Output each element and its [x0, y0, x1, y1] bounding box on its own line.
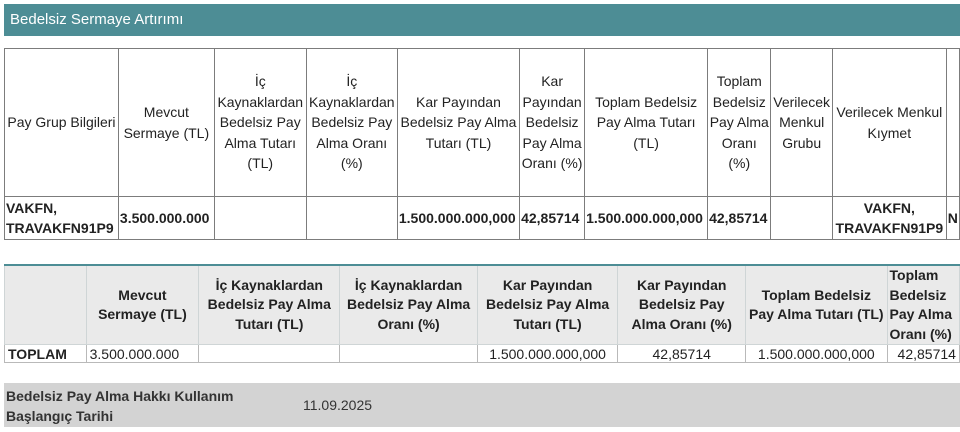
cell-capital: 3.500.000.000 [86, 345, 199, 363]
cell-internal-rate [306, 197, 397, 240]
cell-group: VAKFN, TRAVAKFN91P9 [5, 197, 119, 240]
col-header: Verilecek Menkul Grubu [771, 49, 832, 197]
cell-total-amount: 1.500.000.000,000 [746, 345, 887, 363]
header-row [5, 49, 960, 197]
col-header: Kar Payından Bedelsiz Pay Alma Tutarı (TL) [477, 265, 618, 345]
cell-total-rate: 42,85714 [887, 345, 959, 363]
col-header: İç Kaynaklardan Bedelsiz Pay Alma Oranı (%) [306, 49, 397, 197]
col-header: Verilecek Menkul Kıymet [832, 49, 946, 197]
header-row [5, 265, 960, 345]
section-title: Bedelsiz Sermaye Artırımı [10, 11, 184, 28]
col-header-empty [5, 265, 87, 345]
cell-capital: 3.500.000.000 [118, 197, 214, 240]
share-group-table [4, 48, 960, 240]
cell-security-group [771, 197, 832, 240]
rights-start-row [4, 383, 960, 427]
col-header: Toplam Bedelsiz Pay Alma Oranı (%) [708, 49, 771, 197]
col-header: Mevcut Sermaye (TL) [118, 49, 214, 197]
cell-internal-rate [340, 345, 477, 363]
cell-dividend-amount: 1.500.000.000,000 [477, 345, 618, 363]
cell-dividend-rate: 42,85714 [520, 197, 585, 240]
col-header: Kar Payından Bedelsiz Pay Alma Oranı (%) [520, 49, 585, 197]
col-header-clipped [946, 49, 959, 197]
col-header: Mevcut Sermaye (TL) [86, 265, 199, 345]
col-header: İç Kaynaklardan Bedelsiz Pay Alma Tutarı (TL) [199, 265, 340, 345]
section-header [4, 4, 960, 36]
col-header: Kar Payından Bedelsiz Pay Alma Tutarı (TL) [397, 49, 519, 197]
totals-table [4, 264, 960, 363]
cell-total-rate: 42,85714 [708, 197, 771, 240]
cell-dividend-amount: 1.500.000.000,000 [397, 197, 519, 240]
col-header: Toplam Bedelsiz Pay Alma Oranı (%) [887, 265, 959, 345]
table-row [5, 197, 960, 240]
col-header: Toplam Bedelsiz Pay Alma Tutarı (TL) [746, 265, 887, 345]
row-label: TOPLAM [5, 345, 87, 363]
col-header: Pay Grup Bilgileri [5, 49, 119, 197]
col-header: Kar Payından Bedelsiz Pay Alma Oranı (%) [618, 265, 746, 345]
col-header: İç Kaynaklardan Bedelsiz Pay Alma Oranı (%) [340, 265, 477, 345]
col-header: İç Kaynaklardan Bedelsiz Pay Alma Tutarı (TL) [214, 49, 306, 197]
cell-internal-amount [214, 197, 306, 240]
rights-start-value: 11.09.2025 [303, 397, 373, 413]
cell-clipped: N [946, 197, 959, 240]
table-row [5, 345, 960, 363]
rights-start-label: Bedelsiz Pay Alma Hakkı Kullanım Başlangıç Tarihi [6, 388, 234, 424]
col-header: Toplam Bedelsiz Pay Alma Tutarı (TL) [585, 49, 708, 197]
cell-internal-amount [199, 345, 340, 363]
cell-security: VAKFN, TRAVAKFN91P9 [832, 197, 946, 240]
cell-dividend-rate: 42,85714 [618, 345, 746, 363]
cell-total-amount: 1.500.000.000,000 [585, 197, 708, 240]
